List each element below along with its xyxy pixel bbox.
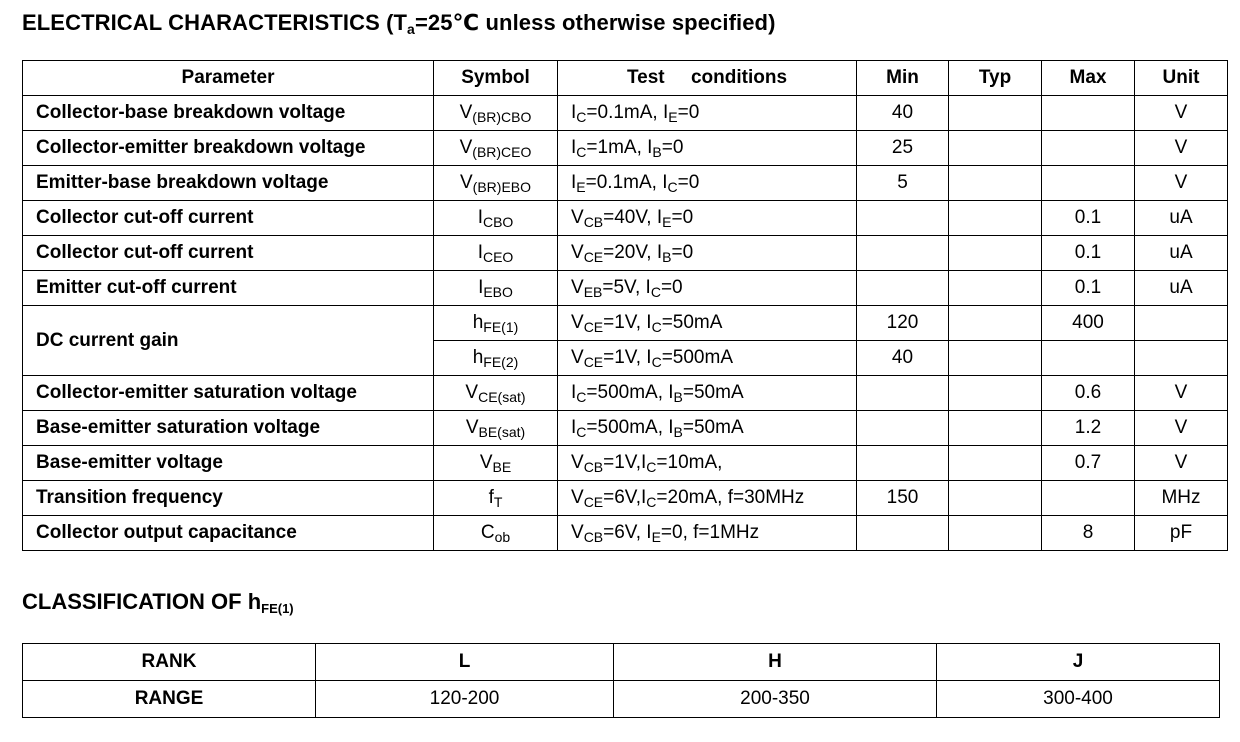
- max-cell: 0.1: [1042, 201, 1135, 236]
- typ-cell: [949, 96, 1042, 131]
- symbol-main: V: [479, 451, 493, 473]
- symbol-main: V: [459, 171, 473, 193]
- condition-var: I: [646, 346, 652, 368]
- condition-subscript: CB: [583, 528, 604, 545]
- condition-subscript: C: [576, 143, 587, 160]
- typ-cell: [949, 306, 1042, 341]
- parameter-cell: DC current gain: [23, 306, 434, 376]
- symbol-main: V: [459, 101, 473, 123]
- condition-value: =20mA, f=30MHz: [656, 486, 805, 508]
- table-row: [23, 96, 1228, 131]
- min-cell: 25: [857, 131, 949, 166]
- symbol-subscript: (BR)EBO: [472, 178, 532, 195]
- condition-subscript: B: [652, 143, 662, 160]
- condition-value: =50mA: [682, 381, 744, 403]
- typ-cell: [949, 411, 1042, 446]
- condition-var: I: [641, 451, 647, 473]
- unit-cell: uA: [1135, 271, 1228, 306]
- condition-value: =0, f=1MHz: [660, 521, 760, 543]
- condition-value: =1V,: [603, 346, 647, 368]
- condition-subscript: C: [651, 353, 662, 370]
- parameter-cell: Collector cut-off current: [23, 201, 434, 236]
- table-row: [23, 516, 1228, 551]
- symbol-subscript: (BR)CBO: [472, 108, 532, 125]
- symbol-main: I: [478, 276, 484, 298]
- range-row: [23, 681, 1220, 718]
- unit-cell: V: [1135, 131, 1228, 166]
- max-cell: [1042, 481, 1135, 516]
- range-cell: 300-400: [937, 681, 1220, 718]
- symbol-subscript: BE(sat): [478, 423, 526, 440]
- condition-var: I: [668, 381, 674, 403]
- parameter-cell: Base-emitter saturation voltage: [23, 411, 434, 446]
- condition-value: =50mA: [682, 416, 744, 438]
- unit-cell: uA: [1135, 236, 1228, 271]
- min-cell: [857, 201, 949, 236]
- rank-label: RANK: [23, 644, 316, 681]
- table-row: [23, 306, 1228, 341]
- max-cell: 0.7: [1042, 446, 1135, 481]
- header-symbol: Symbol: [434, 61, 558, 96]
- condition-var: V: [571, 276, 584, 298]
- table-row: [23, 271, 1228, 306]
- classification-table: [22, 643, 1220, 718]
- max-cell: [1042, 131, 1135, 166]
- condition-value: =1mA,: [586, 136, 648, 158]
- symbol-subscript: CE(sat): [478, 388, 526, 405]
- condition-var: V: [571, 206, 584, 228]
- parameter-cell: Collector cut-off current: [23, 236, 434, 271]
- condition-subscript: E: [668, 108, 678, 125]
- max-cell: 0.1: [1042, 271, 1135, 306]
- min-cell: [857, 411, 949, 446]
- condition-var: V: [571, 346, 584, 368]
- table-row: [23, 411, 1228, 446]
- condition-value: =6V,: [603, 486, 642, 508]
- header-unit: Unit: [1135, 61, 1228, 96]
- condition-subscript: CE: [583, 248, 604, 265]
- condition-value: =10mA,: [656, 451, 723, 473]
- rank-cell: L: [316, 644, 614, 681]
- condition-var: I: [641, 486, 647, 508]
- condition-value: =500mA,: [586, 381, 669, 403]
- min-cell: [857, 271, 949, 306]
- condition-value: =0.1mA,: [585, 171, 663, 193]
- table-row: [23, 481, 1228, 516]
- symbol-main: V: [465, 381, 479, 403]
- conditions-cell: [558, 516, 857, 551]
- table-row: [23, 166, 1228, 201]
- header-parameter: Parameter: [23, 61, 434, 96]
- conditions-cell: [558, 131, 857, 166]
- symbol-main: V: [465, 416, 479, 438]
- typ-cell: [949, 341, 1042, 376]
- symbol-main: h: [472, 311, 484, 333]
- symbol-cell: [434, 236, 558, 271]
- unit-cell: MHz: [1135, 481, 1228, 516]
- symbol-main: I: [477, 241, 483, 263]
- condition-subscript: B: [662, 248, 672, 265]
- symbol-subscript: BE: [492, 458, 512, 475]
- condition-value: =20V,: [603, 241, 657, 263]
- symbol-main: f: [488, 486, 494, 508]
- header-conditions: Test conditions: [558, 61, 857, 96]
- symbol-cell: [434, 306, 558, 341]
- electrical-characteristics-table: [22, 60, 1228, 551]
- parameter-cell: Base-emitter voltage: [23, 446, 434, 481]
- typ-cell: [949, 201, 1042, 236]
- symbol-main: I: [477, 206, 483, 228]
- condition-subscript: C: [646, 458, 657, 475]
- table-row: [23, 376, 1228, 411]
- condition-value: =500mA: [661, 346, 733, 368]
- condition-var: I: [646, 521, 652, 543]
- unit-cell: V: [1135, 446, 1228, 481]
- condition-value: =0.1mA,: [586, 101, 663, 123]
- condition-subscript: C: [576, 388, 587, 405]
- unit-cell: pF: [1135, 516, 1228, 551]
- condition-subscript: E: [662, 213, 672, 230]
- header-typ: Typ: [949, 61, 1042, 96]
- min-cell: 5: [857, 166, 949, 201]
- condition-value: =1V,: [603, 451, 642, 473]
- table-row: [23, 131, 1228, 166]
- condition-subscript: C: [650, 283, 661, 300]
- min-cell: [857, 376, 949, 411]
- unit-cell: V: [1135, 411, 1228, 446]
- condition-value: =6V,: [603, 521, 647, 543]
- header-max: Max: [1042, 61, 1135, 96]
- condition-subscript: C: [667, 178, 678, 195]
- symbol-cell: [434, 411, 558, 446]
- typ-cell: [949, 516, 1042, 551]
- condition-var: V: [571, 311, 584, 333]
- condition-var: I: [656, 206, 663, 228]
- symbol-subscript: EBO: [483, 283, 513, 300]
- symbol-cell: [434, 481, 558, 516]
- symbol-subscript: CBO: [482, 213, 514, 230]
- conditions-cell: [558, 271, 857, 306]
- max-cell: 0.1: [1042, 236, 1135, 271]
- conditions-cell: [558, 166, 857, 201]
- condition-subscript: CE: [583, 318, 604, 335]
- rank-row: [23, 644, 1220, 681]
- conditions-cell: [558, 411, 857, 446]
- unit-cell: uA: [1135, 201, 1228, 236]
- condition-value: =50mA: [661, 311, 723, 333]
- symbol-main: V: [459, 136, 473, 158]
- parameter-cell: Collector output capacitance: [23, 516, 434, 551]
- min-cell: 40: [857, 341, 949, 376]
- condition-subscript: E: [576, 178, 586, 195]
- condition-var: I: [571, 416, 577, 438]
- condition-var: I: [646, 311, 652, 333]
- symbol-cell: [434, 166, 558, 201]
- range-cell: 120-200: [316, 681, 614, 718]
- condition-var: I: [668, 416, 674, 438]
- condition-subscript: EB: [583, 283, 603, 300]
- condition-var: I: [571, 101, 577, 123]
- classification-title-text: CLASSIFICATION OF h: [22, 589, 262, 614]
- condition-subscript: B: [673, 423, 683, 440]
- symbol-cell: [434, 446, 558, 481]
- condition-subscript: C: [576, 108, 587, 125]
- condition-var: I: [571, 381, 577, 403]
- typ-cell: [949, 446, 1042, 481]
- parameter-cell: Emitter-base breakdown voltage: [23, 166, 434, 201]
- symbol-cell: [434, 131, 558, 166]
- condition-value: =500mA,: [586, 416, 669, 438]
- symbol-cell: [434, 341, 558, 376]
- symbol-main: h: [472, 346, 484, 368]
- typ-cell: [949, 481, 1042, 516]
- condition-value: =0: [671, 206, 694, 228]
- typ-cell: [949, 271, 1042, 306]
- condition-var: V: [571, 451, 584, 473]
- max-cell: 0.6: [1042, 376, 1135, 411]
- symbol-subscript: FE(2): [483, 353, 519, 370]
- typ-cell: [949, 166, 1042, 201]
- conditions-cell: [558, 201, 857, 236]
- range-label: RANGE: [23, 681, 316, 718]
- condition-var: I: [662, 171, 668, 193]
- condition-var: I: [647, 136, 653, 158]
- max-cell: [1042, 166, 1135, 201]
- symbol-main: C: [480, 521, 495, 543]
- condition-subscript: C: [646, 493, 657, 510]
- condition-var: V: [571, 486, 584, 508]
- symbol-cell: [434, 271, 558, 306]
- symbol-cell: [434, 516, 558, 551]
- condition-subscript: CB: [583, 458, 604, 475]
- table-row: [23, 446, 1228, 481]
- condition-subscript: CE: [583, 353, 604, 370]
- title-subscript: a: [407, 21, 415, 37]
- classification-title-subscript: FE(1): [261, 601, 294, 616]
- min-cell: [857, 516, 949, 551]
- parameter-cell: Emitter cut-off current: [23, 271, 434, 306]
- min-cell: 40: [857, 96, 949, 131]
- table-row: [23, 201, 1228, 236]
- symbol-subscript: FE(1): [483, 318, 519, 335]
- symbol-cell: [434, 96, 558, 131]
- section-title-classification: [22, 589, 294, 616]
- parameter-cell: Collector-emitter breakdown voltage: [23, 131, 434, 166]
- conditions-cell: [558, 376, 857, 411]
- condition-value: =5V,: [602, 276, 646, 298]
- title-text: ELECTRICAL CHARACTERISTICS (T: [22, 10, 408, 35]
- rank-cell: J: [937, 644, 1220, 681]
- symbol-cell: [434, 376, 558, 411]
- symbol-subscript: ob: [494, 528, 511, 545]
- condition-value: =1V,: [603, 311, 647, 333]
- table-header-row: [23, 61, 1228, 96]
- min-cell: 150: [857, 481, 949, 516]
- condition-var: I: [571, 136, 577, 158]
- condition-var: V: [571, 241, 584, 263]
- conditions-cell: [558, 96, 857, 131]
- max-cell: 400: [1042, 306, 1135, 341]
- unit-cell: V: [1135, 166, 1228, 201]
- parameter-cell: Transition frequency: [23, 481, 434, 516]
- condition-var: I: [656, 241, 663, 263]
- max-cell: 1.2: [1042, 411, 1135, 446]
- condition-var: I: [645, 276, 651, 298]
- condition-subscript: CB: [583, 213, 604, 230]
- max-cell: 8: [1042, 516, 1135, 551]
- min-cell: [857, 446, 949, 481]
- unit-cell: [1135, 306, 1228, 341]
- unit-cell: V: [1135, 96, 1228, 131]
- max-cell: [1042, 341, 1135, 376]
- range-cell: 200-350: [614, 681, 937, 718]
- unit-cell: V: [1135, 376, 1228, 411]
- condition-value: =0: [660, 276, 683, 298]
- condition-var: I: [571, 171, 577, 193]
- header-min: Min: [857, 61, 949, 96]
- parameter-cell: Collector-emitter saturation voltage: [23, 376, 434, 411]
- condition-subscript: B: [673, 388, 683, 405]
- condition-subscript: CE: [583, 493, 604, 510]
- typ-cell: [949, 236, 1042, 271]
- conditions-cell: [558, 236, 857, 271]
- condition-value: =0: [671, 241, 694, 263]
- condition-var: I: [662, 101, 669, 123]
- unit-cell: [1135, 341, 1228, 376]
- max-cell: [1042, 96, 1135, 131]
- typ-cell: [949, 376, 1042, 411]
- section-title-electrical-characteristics: [22, 10, 776, 37]
- table-row: [23, 236, 1228, 271]
- condition-value: =0: [677, 101, 700, 123]
- symbol-subscript: T: [493, 493, 503, 510]
- conditions-cell: [558, 446, 857, 481]
- symbol-cell: [434, 201, 558, 236]
- condition-subscript: C: [576, 423, 587, 440]
- condition-subscript: E: [651, 528, 661, 545]
- conditions-cell: [558, 341, 857, 376]
- conditions-cell: [558, 306, 857, 341]
- symbol-subscript: CEO: [482, 248, 514, 265]
- condition-subscript: C: [651, 318, 662, 335]
- condition-var: V: [571, 521, 584, 543]
- rank-cell: H: [614, 644, 937, 681]
- title-text-suffix: =25℃ unless otherwise specified): [414, 10, 776, 35]
- condition-value: =0: [661, 136, 684, 158]
- parameter-cell: Collector-base breakdown voltage: [23, 96, 434, 131]
- typ-cell: [949, 131, 1042, 166]
- conditions-cell: [558, 481, 857, 516]
- min-cell: [857, 236, 949, 271]
- condition-value: =40V,: [603, 206, 657, 228]
- condition-value: =0: [677, 171, 700, 193]
- symbol-subscript: (BR)CEO: [472, 143, 532, 160]
- min-cell: 120: [857, 306, 949, 341]
